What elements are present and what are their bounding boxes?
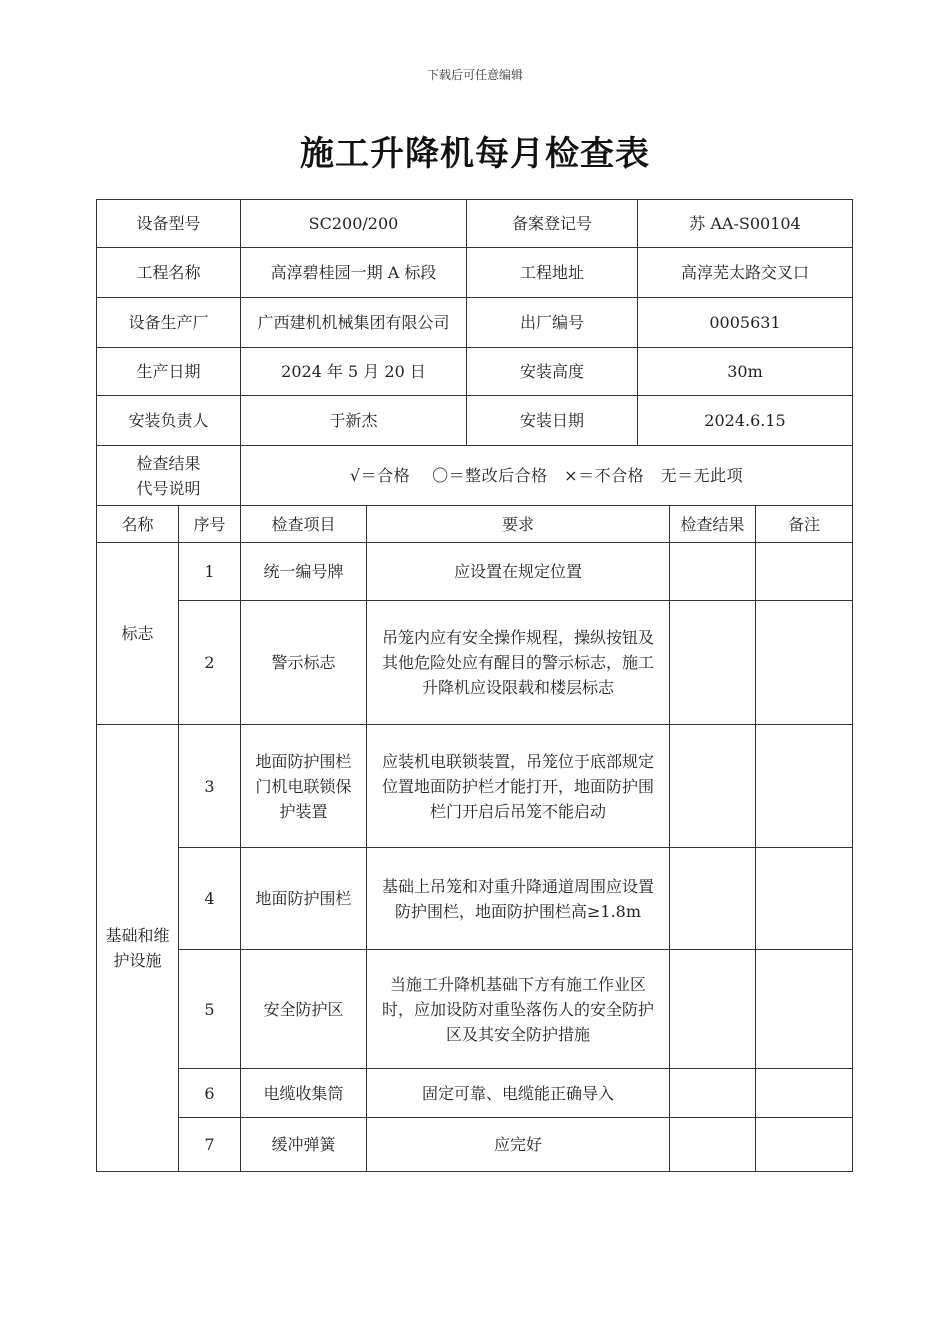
item-name: 缓冲弹簧 — [241, 1118, 367, 1172]
item-name: 地面防护围栏 — [241, 848, 367, 950]
info-label: 工程地址 — [467, 248, 638, 298]
item-number: 6 — [179, 1069, 241, 1118]
checklist-header-row — [97, 506, 853, 543]
info-label: 备案登记号 — [467, 200, 638, 248]
info-label: 安装日期 — [467, 396, 638, 446]
item-note[interactable] — [756, 1118, 853, 1172]
item-requirement: 当施工升降机基础下方有施工作业区时，应加设防对重坠落伤人的安全防护区及其安全防护措施 — [367, 950, 670, 1069]
column-header: 要求 — [367, 506, 670, 543]
info-value: 苏 AA-S00104 — [638, 200, 853, 248]
info-value: SC200/200 — [241, 200, 467, 248]
item-requirement: 基础上吊笼和对重升降通道周围应设置防护围栏，地面防护围栏高≥1.8m — [367, 848, 670, 950]
legend-row — [97, 446, 853, 506]
info-value: 0005631 — [638, 298, 853, 348]
info-value: 30m — [638, 348, 853, 396]
legend-label — [97, 446, 241, 506]
table-row — [97, 848, 853, 950]
table-row — [97, 601, 853, 725]
item-requirement: 应完好 — [367, 1118, 670, 1172]
item-name: 统一编号牌 — [241, 543, 367, 601]
info-label: 出厂编号 — [467, 298, 638, 348]
item-name: 安全防护区 — [241, 950, 367, 1069]
item-number: 1 — [179, 543, 241, 601]
column-header: 检查项目 — [241, 506, 367, 543]
item-note[interactable] — [756, 848, 853, 950]
info-row — [97, 348, 853, 396]
legend-text: √＝合格 〇＝整改后合格 ×＝不合格 无＝无此项 — [241, 446, 853, 506]
info-label: 安装负责人 — [97, 396, 241, 446]
legend-label-line2: 代号说明 — [136, 478, 201, 498]
info-label: 设备生产厂 — [97, 298, 241, 348]
column-header: 检查结果 — [670, 506, 756, 543]
item-requirement: 吊笼内应有安全操作规程，操纵按钮及其他危险处应有醒目的警示标志，施工升降机应设限载和楼层标志 — [367, 601, 670, 725]
table-row — [97, 950, 853, 1069]
item-result[interactable] — [670, 543, 756, 601]
item-result[interactable] — [670, 601, 756, 725]
item-note[interactable] — [756, 1069, 853, 1118]
item-number: 2 — [179, 601, 241, 725]
info-value: 2024 年 5 月 20 日 — [241, 348, 467, 396]
item-number: 4 — [179, 848, 241, 950]
checklist-table — [96, 505, 853, 1172]
page-title: 施工升降机每月检查表 — [300, 134, 650, 174]
item-note[interactable] — [756, 950, 853, 1069]
item-number: 7 — [179, 1118, 241, 1172]
table-row — [97, 1118, 853, 1172]
item-number: 3 — [179, 725, 241, 848]
info-row — [97, 248, 853, 298]
item-result[interactable] — [670, 725, 756, 848]
item-requirement: 应设置在规定位置 — [367, 543, 670, 601]
item-note[interactable] — [756, 725, 853, 848]
equipment-info-table — [96, 199, 853, 506]
column-header: 名称 — [97, 506, 179, 543]
info-row — [97, 396, 853, 446]
item-requirement: 应装机电联锁装置，吊笼位于底部规定位置地面防护栏才能打开，地面防护围栏门开启后吊笼不能启动 — [367, 725, 670, 848]
table-row — [97, 1069, 853, 1118]
info-label: 安装高度 — [467, 348, 638, 396]
item-name: 电缆收集筒 — [241, 1069, 367, 1118]
info-value: 高淳碧桂园一期 A 标段 — [241, 248, 467, 298]
info-value: 广西建机机械集团有限公司 — [241, 298, 467, 348]
info-value: 于新杰 — [241, 396, 467, 446]
item-result[interactable] — [670, 848, 756, 950]
info-row — [97, 200, 853, 248]
item-result[interactable] — [670, 950, 756, 1069]
group-name: 基础和维护设施 — [97, 725, 179, 1172]
item-requirement: 固定可靠、电缆能正确导入 — [367, 1069, 670, 1118]
column-header: 序号 — [179, 506, 241, 543]
header-note: 下载后可任意编辑 — [426, 68, 523, 82]
info-label: 生产日期 — [97, 348, 241, 396]
group-name: 标志 — [97, 543, 179, 725]
column-header: 备注 — [756, 506, 853, 543]
info-row — [97, 298, 853, 348]
item-note[interactable] — [756, 601, 853, 725]
item-note[interactable] — [756, 543, 853, 601]
legend-label-line1: 检查结果 — [136, 453, 201, 473]
item-name: 地面防护围栏门机电联锁保护装置 — [241, 725, 367, 848]
info-value: 2024.6.15 — [638, 396, 853, 446]
item-result[interactable] — [670, 1069, 756, 1118]
info-label: 设备型号 — [97, 200, 241, 248]
item-result[interactable] — [670, 1118, 756, 1172]
item-number: 5 — [179, 950, 241, 1069]
item-name: 警示标志 — [241, 601, 367, 725]
table-row — [97, 543, 853, 601]
info-value: 高淳芜太路交叉口 — [638, 248, 853, 298]
table-row — [97, 725, 853, 848]
info-label: 工程名称 — [97, 248, 241, 298]
